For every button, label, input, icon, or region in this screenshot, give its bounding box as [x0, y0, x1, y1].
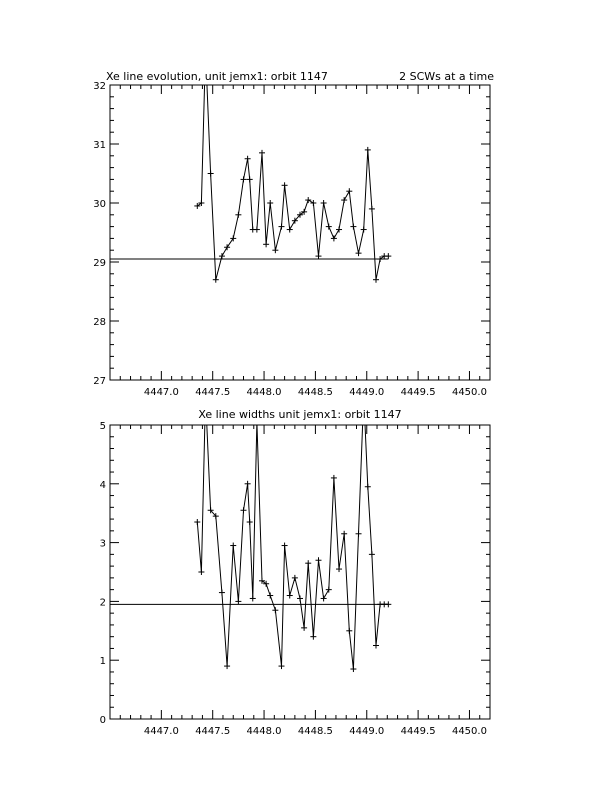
y-tick-label: 28 — [93, 317, 106, 328]
data-point — [321, 595, 327, 601]
data-point — [369, 206, 375, 212]
data-point — [219, 253, 225, 259]
data-point — [279, 224, 285, 230]
data-point — [241, 176, 247, 182]
data-point — [198, 569, 204, 575]
data-point — [247, 176, 253, 182]
chart-title-right: 2 SCWs at a time — [399, 70, 494, 83]
y-tick-label: 0 — [99, 715, 106, 726]
widths-panel — [100, 396, 490, 737]
series-line — [197, 50, 388, 280]
evolution-panel — [93, 50, 494, 398]
x-tick-label: 4447.0 — [143, 726, 179, 737]
data-point — [341, 531, 347, 537]
data-point — [321, 200, 327, 206]
data-point — [305, 560, 311, 566]
data-point — [272, 247, 278, 253]
data-point — [247, 519, 253, 525]
x-tick-label: 4447.0 — [143, 387, 179, 398]
data-point — [326, 587, 332, 593]
x-tick-label: 4449.5 — [400, 726, 436, 737]
data-point — [315, 253, 321, 259]
data-point — [224, 244, 230, 250]
x-tick-label: 4448.5 — [297, 387, 333, 398]
data-point — [315, 557, 321, 563]
data-point — [208, 171, 214, 177]
data-point — [287, 593, 293, 599]
data-point — [336, 566, 342, 572]
data-point — [341, 197, 347, 203]
y-tick-label: 29 — [93, 258, 106, 269]
series-line — [197, 396, 388, 669]
y-tick-label: 30 — [93, 199, 106, 210]
data-point — [346, 188, 352, 194]
data-point — [245, 156, 251, 162]
data-point — [310, 200, 316, 206]
data-point — [385, 253, 391, 259]
x-tick-label: 4448.5 — [297, 726, 333, 737]
data-point — [213, 277, 219, 283]
data-point — [272, 607, 278, 613]
x-tick-label: 4450.0 — [451, 726, 487, 737]
data-point — [259, 150, 265, 156]
plot-frame — [110, 85, 490, 380]
data-point — [287, 227, 293, 233]
chart-title: Xe line widths unit jemx1: orbit 1147 — [198, 408, 402, 421]
data-point — [297, 595, 303, 601]
x-tick-label: 4449.0 — [349, 726, 385, 737]
y-tick-label: 27 — [93, 376, 106, 387]
data-point — [365, 484, 371, 490]
plot-frame — [110, 425, 490, 719]
y-tick-label: 32 — [93, 81, 106, 92]
y-tick-label: 1 — [99, 656, 106, 668]
data-point — [235, 598, 241, 604]
data-point — [250, 595, 256, 601]
data-point — [230, 235, 236, 241]
data-point — [305, 197, 311, 203]
y-tick-label: 5 — [99, 421, 106, 432]
data-point — [331, 475, 337, 481]
data-point — [326, 224, 332, 230]
data-point — [385, 601, 391, 607]
data-point — [350, 224, 356, 230]
data-point — [356, 250, 362, 256]
y-tick-label: 2 — [99, 597, 106, 609]
x-tick-label: 4449.0 — [349, 387, 385, 398]
data-point — [350, 666, 356, 672]
data-point — [219, 590, 225, 596]
data-point — [282, 182, 288, 188]
data-point — [336, 227, 342, 233]
data-point — [310, 634, 316, 640]
data-point — [331, 235, 337, 241]
data-point — [373, 643, 379, 649]
data-point — [279, 663, 285, 669]
data-point — [245, 481, 251, 487]
data-point — [254, 227, 260, 233]
chart-title: Xe line evolution, unit jemx1: orbit 1147 — [106, 70, 328, 83]
data-point — [267, 593, 273, 599]
data-point — [356, 531, 362, 537]
data-point — [282, 543, 288, 549]
data-point — [346, 628, 352, 634]
data-point — [369, 551, 375, 557]
y-tick-label: 31 — [93, 140, 106, 151]
data-point — [361, 227, 367, 233]
data-point — [365, 147, 371, 153]
data-point — [194, 519, 200, 525]
x-tick-label: 4447.5 — [195, 387, 231, 398]
x-tick-label: 4450.0 — [451, 387, 487, 398]
y-tick-label: 3 — [99, 538, 106, 550]
data-point — [373, 277, 379, 283]
data-point — [230, 543, 236, 549]
x-tick-label: 4448.0 — [246, 726, 282, 737]
x-tick-label: 4449.5 — [400, 387, 436, 398]
x-tick-label: 4448.0 — [246, 387, 282, 398]
data-point — [292, 575, 298, 581]
data-point — [267, 200, 273, 206]
data-point — [235, 212, 241, 218]
data-point — [224, 663, 230, 669]
data-point — [263, 241, 269, 247]
data-point — [241, 507, 247, 513]
data-point — [301, 625, 307, 631]
y-tick-label: 4 — [99, 479, 106, 491]
x-tick-label: 4447.5 — [195, 726, 231, 737]
